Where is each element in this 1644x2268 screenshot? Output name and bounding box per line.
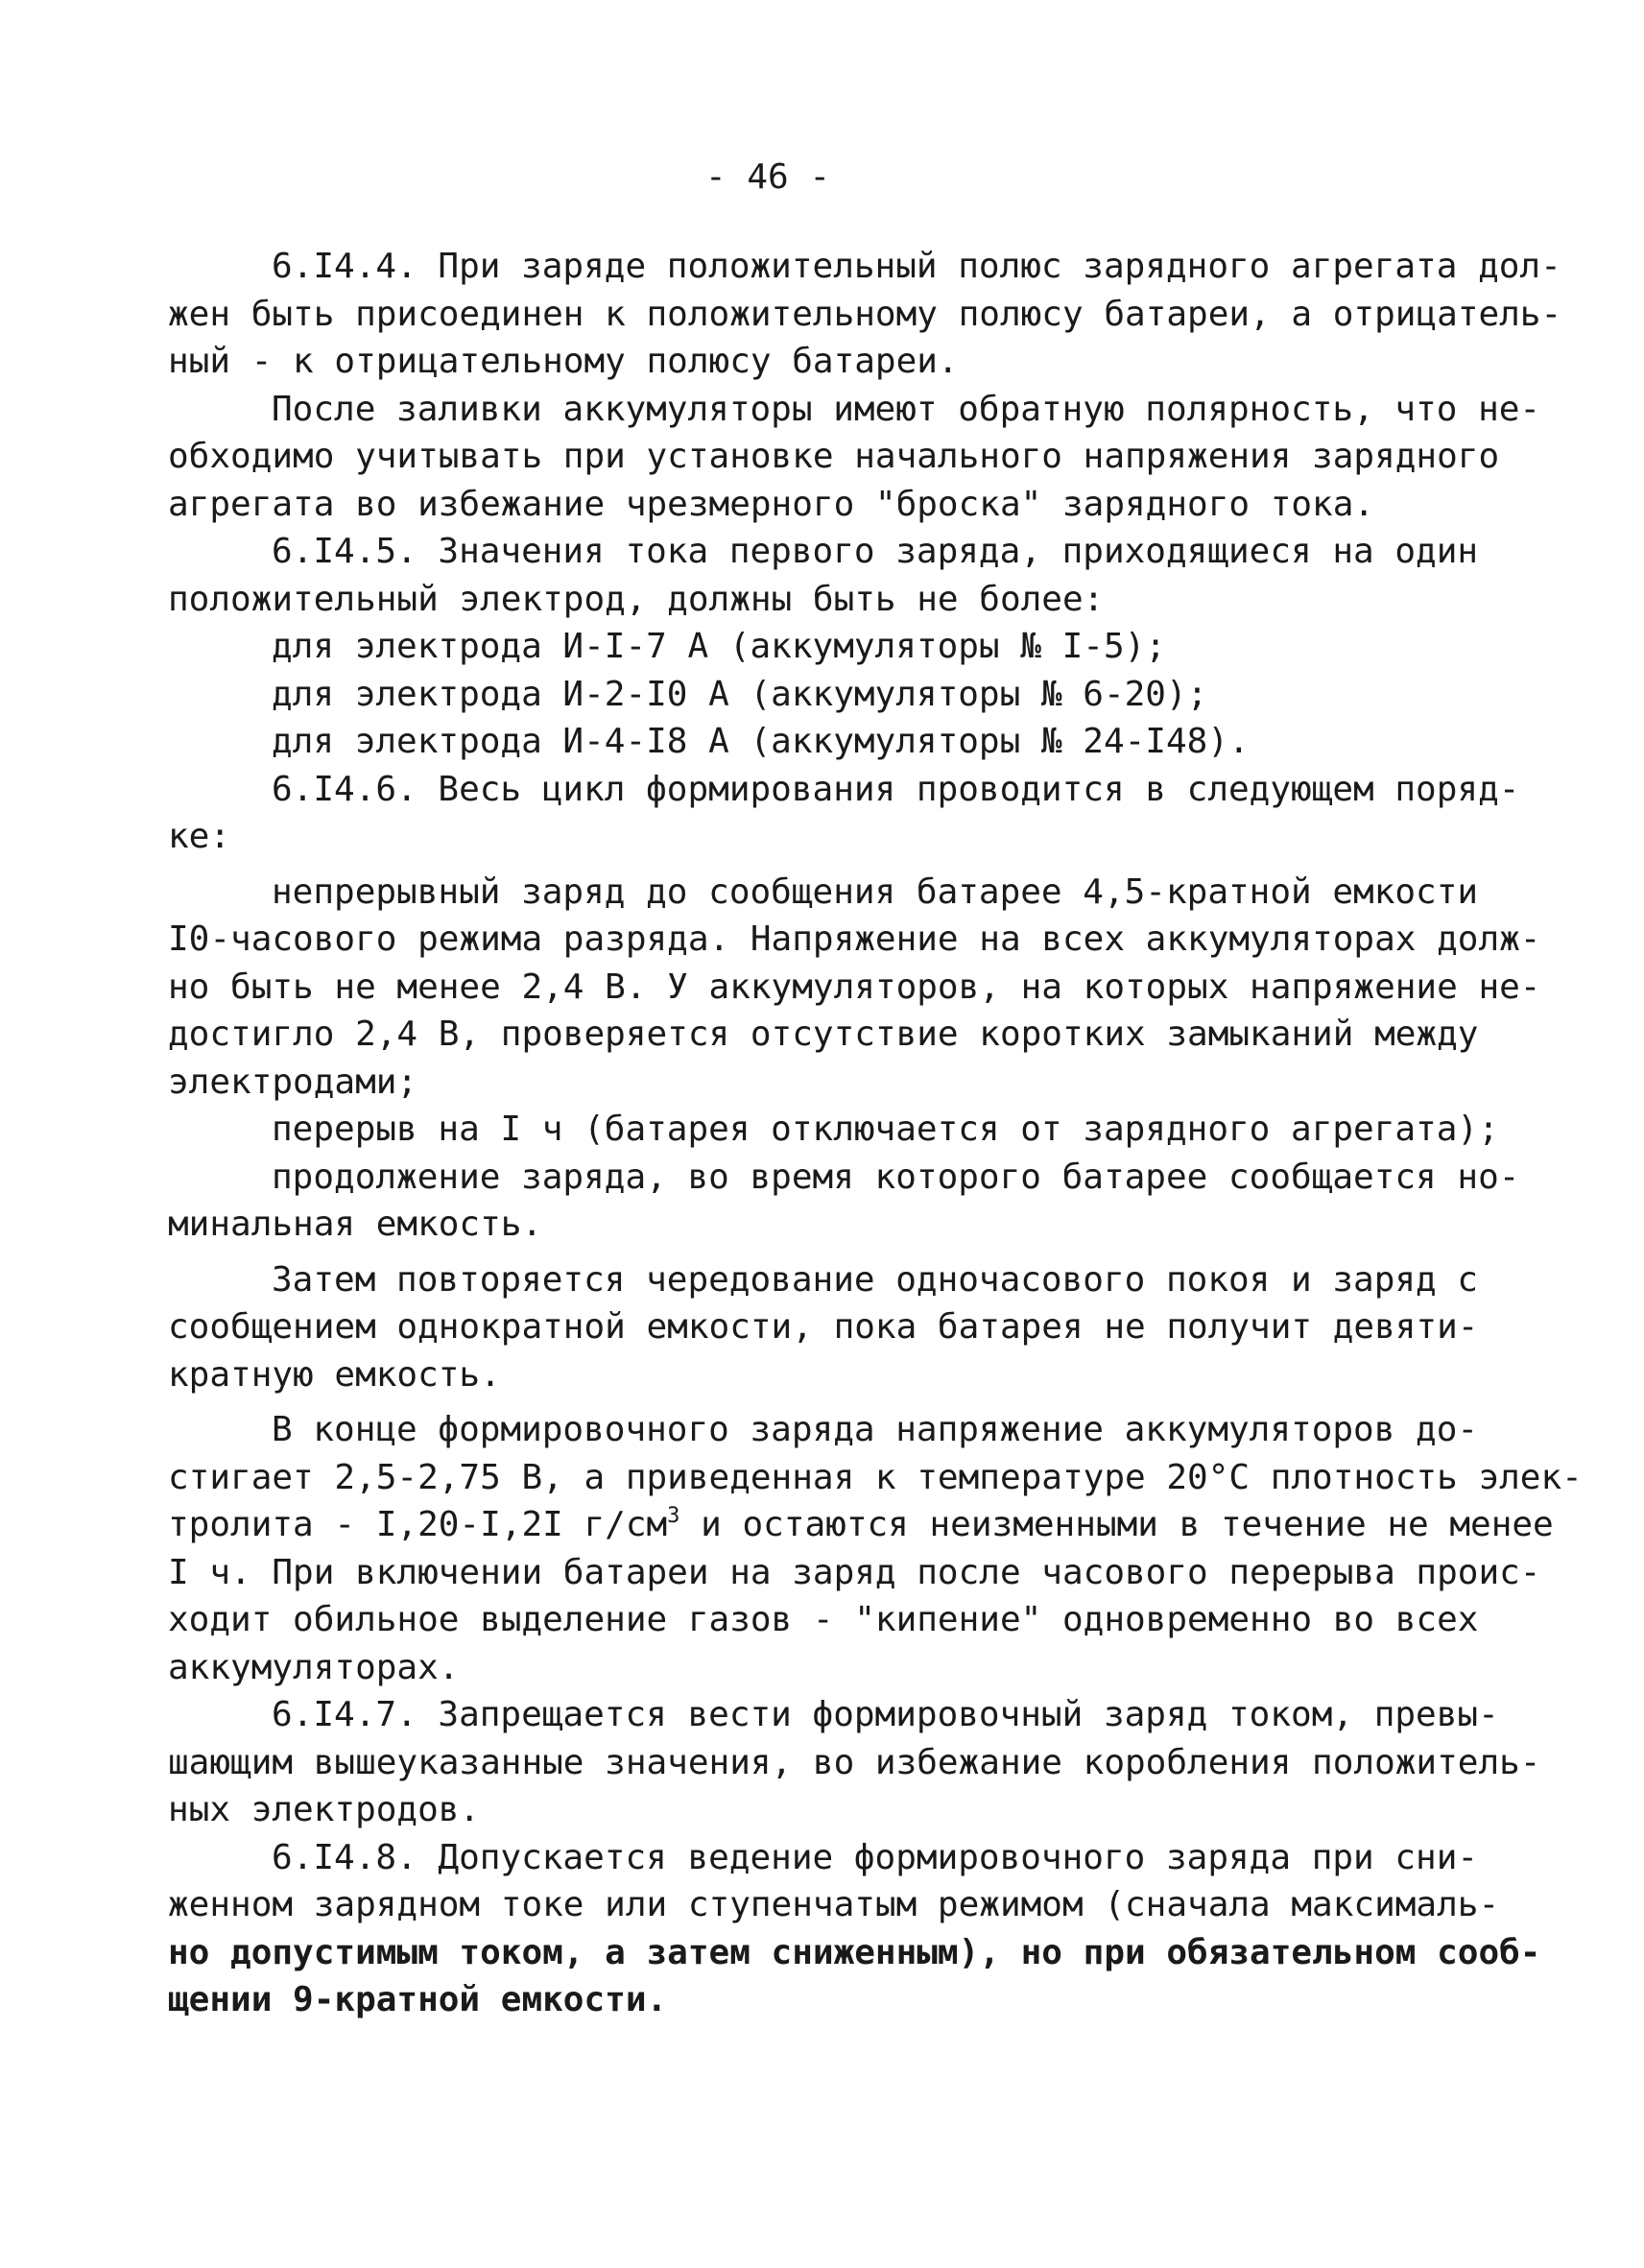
superscript: 3 xyxy=(667,1504,680,1528)
text-line: 6.I4.4. При заряде положительный полюс зарядного агрегата дол- xyxy=(272,247,1561,286)
text-line: жен быть присоединен к положительному полюсу батареи, а отрицатель- xyxy=(168,294,1562,334)
text-line: продолжение заряда, во время которого батарее сообщается но- xyxy=(272,1157,1520,1197)
text-line: шающим вышеуказанные значения, во избежание коробления положитель- xyxy=(168,1742,1541,1782)
text-line: агрегата во избежание чрезмерного "броска" зарядного тока. xyxy=(168,484,1375,524)
text-line: но быть не менее 2,4 В. У аккумуляторов, на которых напряжение не- xyxy=(168,967,1541,1007)
document-body xyxy=(168,243,1583,2024)
text-line: положительный электрод, должны быть не более: xyxy=(168,579,1105,619)
text-line: перерыв на I ч (батарея отключается от зарядного агрегата); xyxy=(272,1110,1499,1149)
text-line: щении 9-кратной емкости. xyxy=(168,1980,668,2019)
text-line: для электрода И-2-I0 А (аккумуляторы № 6-20); xyxy=(272,674,1208,714)
text-line: 6.I4.6. Весь цикл формирования проводится в следующем поряд- xyxy=(272,769,1520,809)
text-line: электродами; xyxy=(168,1062,418,1102)
text-line: обходимо учитывать при установке начального напряжения зарядного xyxy=(168,437,1500,476)
text-line: стигает 2,5-2,75 В, а приведенная к температуре 20°С плотность элек- xyxy=(168,1457,1583,1497)
text-line: ных электродов. xyxy=(168,1790,481,1829)
text-line: достигло 2,4 В, проверяется отсутствие коротких замыканий между xyxy=(168,1015,1479,1054)
text-line xyxy=(168,1501,1554,1549)
text-line: сообщением однократной емкости, пока батарея не получит девяти- xyxy=(168,1307,1479,1347)
page-number: - 46 - xyxy=(704,157,831,197)
text-line: ке: xyxy=(168,817,231,856)
text-line: I ч. При включении батареи на заряд после часового перерыва проис- xyxy=(168,1552,1541,1592)
text-fragment: тролита - I,20-I,2I г/см xyxy=(168,1505,668,1544)
text-line: ходит обильное выделение газов - "кипение" одновременно во всех xyxy=(168,1600,1479,1639)
text-line: Затем повторяется чередование одночасового покоя и заряд с xyxy=(272,1259,1479,1300)
text-line: минальная емкость. xyxy=(168,1205,543,1244)
text-line: аккумуляторах. xyxy=(168,1647,460,1687)
text-line: но допустимым током, а затем сниженным), но при обязательном сооб- xyxy=(168,1932,1541,1972)
text-fragment: и остаются неизменными в течение не менее xyxy=(679,1505,1554,1544)
text-line: После заливки аккумуляторы имеют обратную полярность, что не- xyxy=(272,389,1541,429)
text-line: 6.I4.5. Значения тока первого заряда, приходящиеся на один xyxy=(272,532,1479,571)
text-line: В конце формировочного заряда напряжение аккумуляторов до- xyxy=(272,1410,1479,1449)
text-line: 6.I4.7. Запрещается вести формировочный заряд током, превы- xyxy=(272,1695,1499,1734)
text-line: для электрода И-4-I8 А (аккумуляторы № 24-I48). xyxy=(272,722,1250,761)
text-line: I0-часового режима разряда. Напряжение на всех аккумуляторах долж- xyxy=(168,919,1541,959)
text-line: ный - к отрицательному полюсу батареи. xyxy=(168,342,959,381)
text-line: 6.I4.8. Допускается ведение формировочного заряда при сни- xyxy=(272,1837,1479,1877)
text-line: непрерывный заряд до сообщения батарее 4,5-кратной емкости xyxy=(272,871,1479,912)
text-line: женном зарядном токе или ступенчатым режимом (сначала максималь- xyxy=(168,1885,1500,1924)
text-line: кратную емкость. xyxy=(168,1354,501,1395)
text-line: для электрода И-I-7 А (аккумуляторы № I-5); xyxy=(272,627,1166,666)
